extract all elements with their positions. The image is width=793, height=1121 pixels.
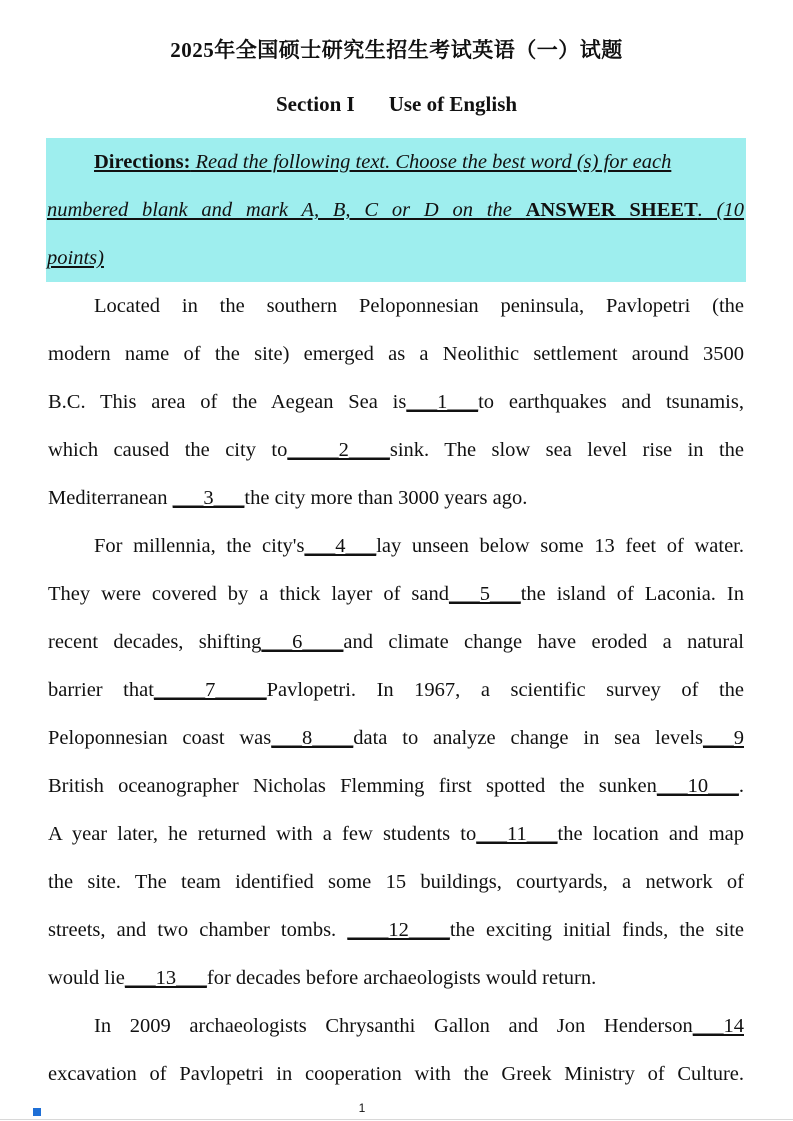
- p1-line-5: Mediterranean ___3___the city more than 3000 years ago.: [48, 487, 528, 509]
- blank-3[interactable]: ___3___: [172, 487, 245, 509]
- exam-title: 2025年全国硕士研究生招生考试英语（一）试题: [170, 38, 623, 62]
- page-number: 1: [358, 1101, 366, 1115]
- p2-line-4: barrier that_____7_____Pavlopetri. In 1967, a scientific survey of the: [48, 679, 744, 701]
- p2-line-2: They were covered by a thick layer of sand___5___the island of Laconia. In: [48, 583, 744, 605]
- p2-line-3: recent decades, shifting___6____and climate change have eroded a natural: [48, 631, 744, 653]
- blank-14[interactable]: ___14: [692, 1015, 744, 1037]
- section-heading: [0, 92, 793, 117]
- blank-9[interactable]: ___9: [703, 727, 744, 749]
- section-name: Use of English: [388, 92, 518, 116]
- directions-line-1: Directions: Read the following text. Choose the best word (s) for each: [94, 151, 672, 173]
- section-number: Section I: [275, 92, 355, 116]
- page-bottom-rule: [0, 1119, 793, 1120]
- p2-line-7: A year later, he returned with a few students to___11___the location and map: [48, 823, 744, 845]
- blank-11[interactable]: ___11___: [476, 823, 558, 845]
- p2-line-1: For millennia, the city's___4___lay unseen below some 13 feet of water.: [94, 535, 745, 557]
- p2-line-6: British oceanographer Nicholas Flemming first spotted the sunken___10___.: [48, 775, 744, 797]
- blank-12[interactable]: ____12____: [347, 919, 450, 941]
- directions-line-3: points): [47, 247, 104, 269]
- directions-label: Directions:: [94, 151, 191, 173]
- p1-line-4: which caused the city to_____2____sink. The slow sea level rise in the: [48, 439, 744, 461]
- p2-line-8: the site. The team identified some 15 buildings, courtyards, a network of: [48, 871, 744, 893]
- p3-line-1: In 2009 archaeologists Chrysanthi Gallon and Jon Henderson___14: [94, 1015, 744, 1037]
- blank-5[interactable]: ___5___: [448, 583, 521, 605]
- blue-marker-icon: [33, 1108, 41, 1116]
- blank-4[interactable]: ___4___: [304, 535, 377, 557]
- blank-13[interactable]: ___13___: [124, 967, 207, 989]
- blank-8[interactable]: ___8____: [271, 727, 354, 749]
- p1-line-2: modern name of the site) emerged as a Neolithic settlement around 3500: [48, 343, 744, 365]
- blank-2[interactable]: _____2____: [287, 439, 390, 461]
- p1-line-3: B.C. This area of the Aegean Sea is___1___to earthquakes and tsunamis,: [48, 391, 744, 413]
- p1-line-1: Located in the southern Peloponnesian peninsula, Pavlopetri (the: [94, 295, 744, 317]
- blank-7[interactable]: _____7_____: [153, 679, 267, 701]
- p2-line-5: Peloponnesian coast was___8____data to analyze change in sea levels___9: [48, 727, 744, 749]
- blank-1[interactable]: ___1___: [406, 391, 479, 413]
- blank-10[interactable]: ___10___: [656, 775, 739, 797]
- answer-sheet-emphasis: ANSWER SHEET: [525, 199, 698, 221]
- p2-line-10: would lie___13___for decades before archaeologists would return.: [48, 967, 597, 989]
- directions-line-2: numbered blank and mark A, B, C or D on the ANSWER SHEET. (10: [47, 199, 744, 221]
- p3-line-2: excavation of Pavlopetri in cooperation with the Greek Ministry of Culture.: [48, 1063, 744, 1085]
- blank-6[interactable]: ___6____: [261, 631, 344, 653]
- p2-line-9: streets, and two chamber tombs. ____12____the exciting initial finds, the site: [48, 919, 744, 941]
